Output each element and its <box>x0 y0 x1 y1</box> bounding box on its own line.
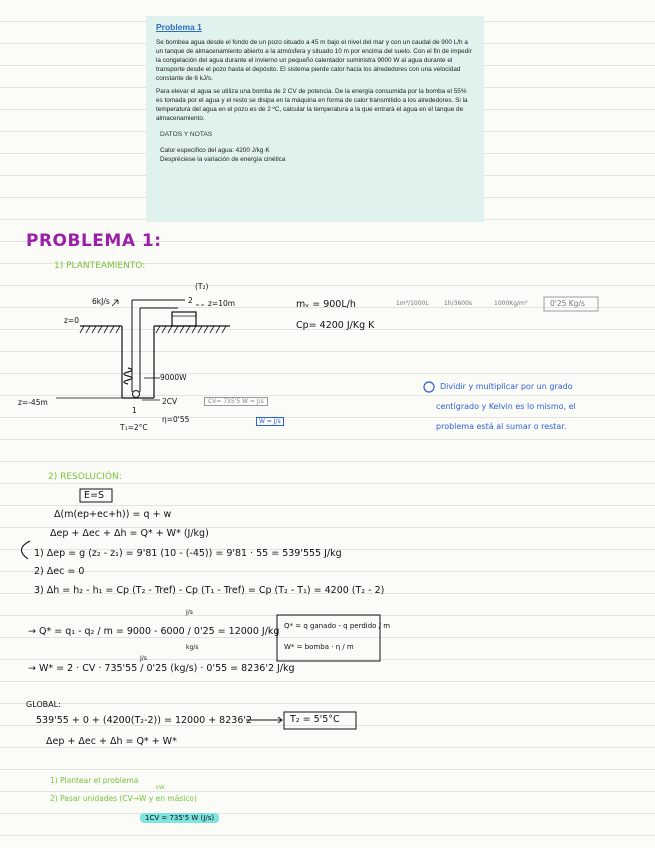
note-line-2: centígrado y Kelvin es lo mismo, el <box>436 402 576 411</box>
formula-w: W* = bomba · η / m <box>284 643 354 651</box>
tip-2-superscript: kW <box>156 785 165 791</box>
step-enthalpy: 3) Δh = h₂ - h₁ = Cp (T₂ - Tref) - Cp (T₁ - Tref) = Cp (T₂ - T₁) = 4200 (T₂ - 2) <box>34 585 385 596</box>
note-kinetic-energy: Despréciese la variación de energía cinética <box>160 156 286 163</box>
global-balance: Δep + Δec + Δh = Q* + W* <box>46 736 177 747</box>
problem-heading: PROBLEMA 1: <box>26 231 162 251</box>
ground-left-hatch <box>80 326 120 333</box>
cv-highlight: 1CV = 735'5 W (J/s) <box>140 813 219 823</box>
diagram-heat-loss: 6kJ/s <box>92 297 110 306</box>
formula-q: Q* = q ganado - q perdido / m <box>284 622 391 630</box>
note-bullet-icon <box>424 382 434 392</box>
step-potential-energy: 1) Δep = g (z₂ - z₁) = 9'81 (10 - (-45)) = 9'81 · 55 = 539'555 J/kg <box>34 548 342 559</box>
diagram-t1: T₁=2°C <box>120 423 148 432</box>
storage-tank <box>172 312 196 326</box>
final-result: T₂ = 5'5°C <box>290 714 340 725</box>
global-title: GLOBAL: <box>26 700 61 709</box>
mass-flow-lhs: mᵥ = 900L/h <box>296 299 356 310</box>
problem-paragraph-2: Para elevar el agua se utiliza una bomba de 2 CV de potencia. De la energía consumida por la bomba el 55% es tomada por el agua y el resto se disipa en la máquina en forma de calor transmitido a los alrededores. Si la temperatura del agua en el pozo es de 2 ºC, calcular la temperatura a la que entrará el agua en el tanque de almacenamiento. <box>156 88 468 122</box>
diagram-point-2: 2 <box>188 296 193 305</box>
diagram-heater: 9000W <box>160 373 187 382</box>
diagram-point-1: 1 <box>132 406 137 415</box>
specific-heat-eq: → Q* = q₁ - q₂ / m = 9000 - 6000 / 0'25 = 12000 J/kg <box>28 626 280 637</box>
note-line-3: problema está al sumar o restar. <box>436 422 567 431</box>
section-planteamiento: 1) PLANTEAMIENTO: <box>54 261 146 271</box>
global-equation: 539'55 + 0 + (4200(T₂-2)) = 12000 + 8236'2 <box>36 715 253 726</box>
diagram-efficiency: η=0'55 <box>162 415 190 424</box>
mass-flow-result: 0'25 Kg/s <box>550 299 585 308</box>
diagram-z2: z=10m <box>208 299 236 308</box>
diagram-z-bottom: z=-45m <box>18 398 48 407</box>
diagram-z0: z=0 <box>64 316 79 325</box>
mass-flow-conv-2: 1h/3600s <box>444 300 473 307</box>
specific-heat: Cp= 4200 J/Kg K <box>296 320 375 331</box>
mass-flow-conv-3: 1000Kg/m³ <box>494 300 528 307</box>
heater-coil <box>124 368 132 384</box>
pump-symbol <box>133 391 140 398</box>
energy-balance-es: E=S <box>84 490 104 501</box>
mass-flow-conv-1: 1m³/1000L <box>396 300 429 307</box>
diagram-t2: (T₂) <box>195 282 209 291</box>
note-line-1: Dividir y multiplicar por un grado <box>440 382 573 391</box>
diagram-w-unit: W = J/s <box>256 417 284 426</box>
diagram-cv-conversion: CV= 735'5 W = J/s <box>204 397 268 406</box>
section-resolucion: 2) RESOLUCIÓN: <box>48 472 122 482</box>
w-unit-top: J/s <box>140 655 147 662</box>
notes-title: DATOS Y NOTAS <box>160 131 213 138</box>
tip-2: 2) Pasar unidades (CV→W y en másico) <box>50 794 197 803</box>
tip-1: 1) Plantear el problema <box>50 776 139 785</box>
problem-paragraph-1: Se bombea agua desde el fondo de un pozo situado a 45 m bajo el nivel del mar y con un caudal de 900 L/h a un tanque de almacenamiento abierto a la atmósfera y situado 10 m por encima del suelo. Con el fin de impedir la congelación del agua durante el invierno un pequeño calentador suministra 9000 W al agua durante el transporte desde el pozo hasta el depósito. El sistema pierde calor hacia los alrededores con una velocidad constante de 6 kJ/s. <box>156 39 472 82</box>
q-unit-top: J/s <box>186 609 193 616</box>
energy-balance-2: Δep + Δec + Δh = Q* + W* (J/kg) <box>50 528 209 539</box>
q-unit-bottom: kg/s <box>186 644 199 651</box>
energy-balance-1: Δ(m(ep+ec+h)) = q + w <box>54 509 172 520</box>
note-specific-heat: Calor específico del agua: 4200 J/kg·K <box>160 147 270 154</box>
diagram-pump-power: 2CV <box>162 397 178 406</box>
problem-title: Problema 1 <box>156 22 202 32</box>
ground-right-hatch <box>156 326 226 333</box>
specific-work-eq: → W* = 2 · CV · 735'55 / 0'25 (kg/s) · 0'55 = 8236'2 J/kg <box>28 663 295 674</box>
step-kinetic-energy: 2) Δec = 0 <box>34 566 85 577</box>
